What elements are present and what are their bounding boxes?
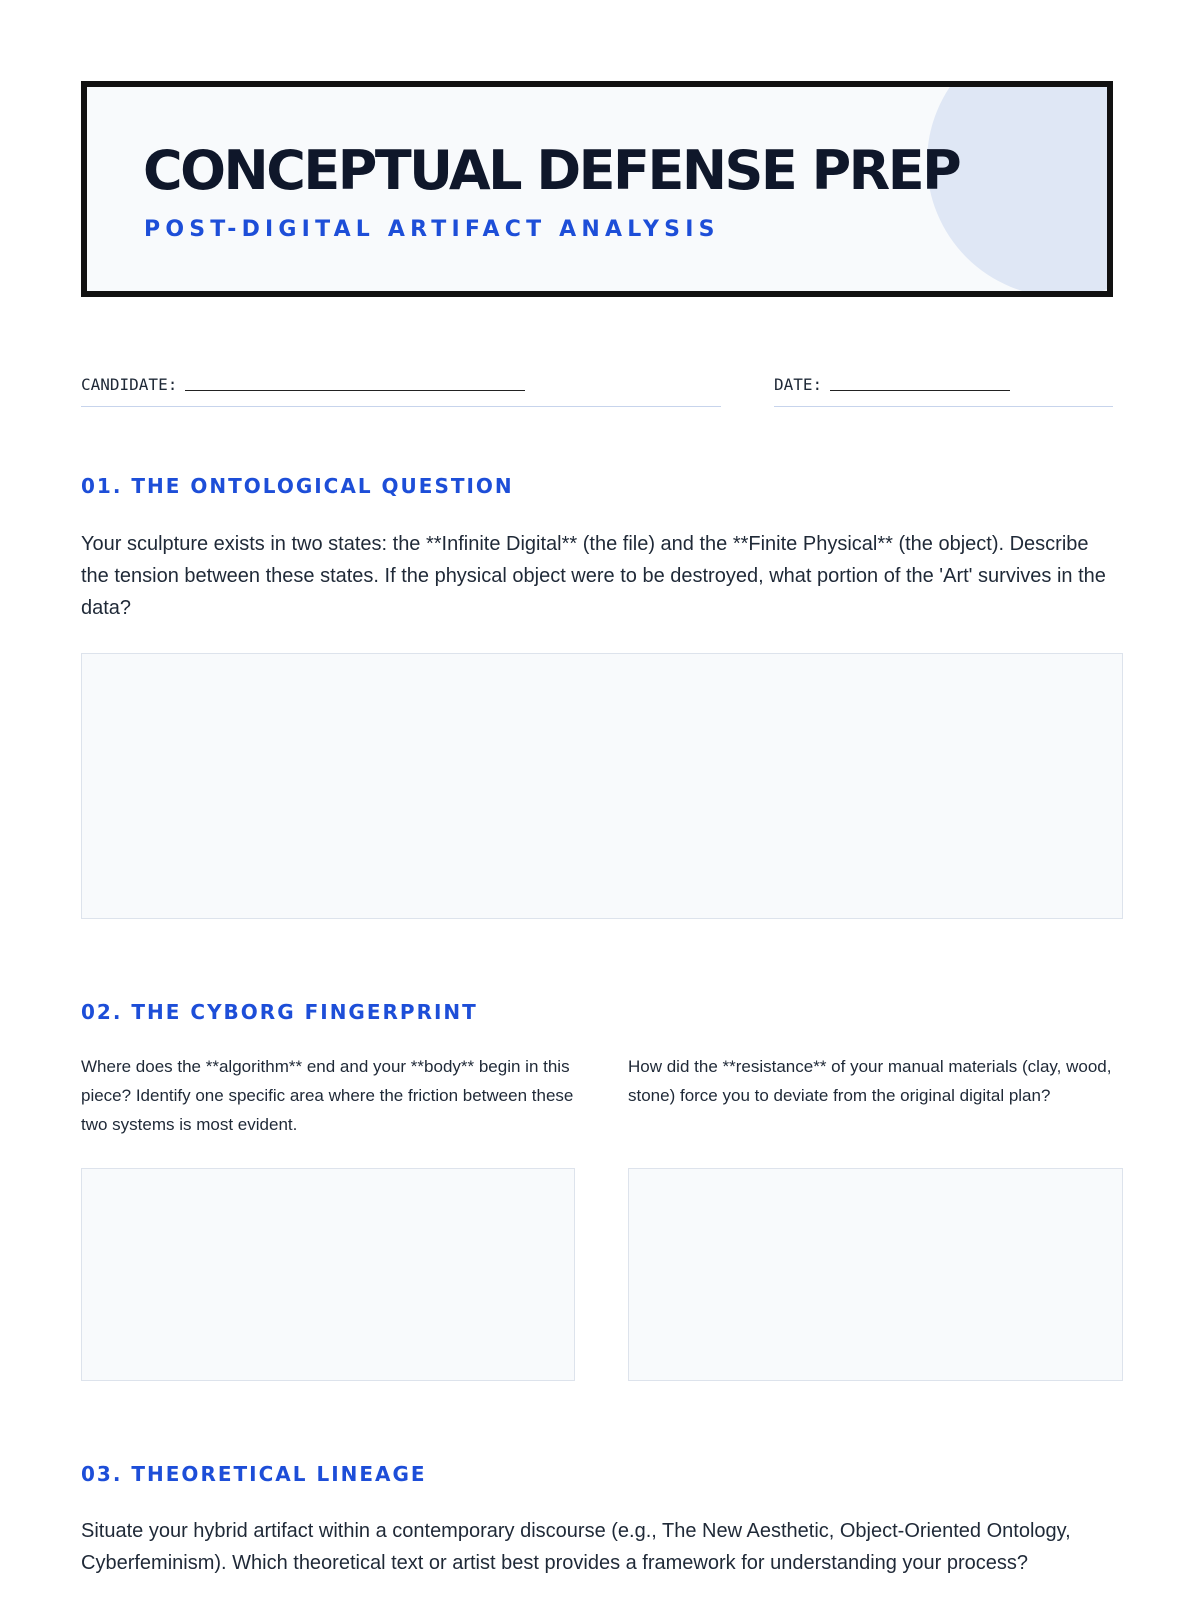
- date-label: DATE:: [774, 375, 823, 394]
- section-prompt-ontological: Your sculpture exists in two states: the **Infinite Digital** (the file) and the **Finite Physical** (the object). Describe the tension between these states. If the physical object were to be destroyed, what portion of the 'Art' survives in the data?: [81, 533, 1106, 619]
- candidate-label: CANDIDATE:: [81, 375, 178, 394]
- candidate-blank-line[interactable]: [185, 375, 525, 391]
- section-prompt-lineage: Situate your hybrid artifact within a contemporary discourse (e.g., The New Aesthetic, Object-Oriented Ontology, Cyberfeminism). Which theoretical text or artist best provides a framework for understanding your process?: [81, 1520, 1071, 1574]
- answer-box-cyborg-right[interactable]: [628, 1168, 1123, 1381]
- section-heading-lineage: 03. THEORETICAL LINEAGE: [81, 1462, 427, 1486]
- section-heading-ontological: 01. THE ONTOLOGICAL QUESTION: [81, 474, 514, 498]
- candidate-field[interactable]: [81, 375, 721, 407]
- header-card: [81, 81, 1113, 297]
- date-field[interactable]: [774, 375, 1113, 407]
- section-heading-cyborg: 02. THE CYBORG FINGERPRINT: [81, 1000, 478, 1024]
- document-subtitle: POST-DIGITAL ARTIFACT ANALYSIS: [144, 217, 720, 242]
- section-prompt-cyborg-left: Where does the **algorithm** end and your **body** begin in this piece? Identify one specific area where the friction between these two systems is most evident.: [81, 1057, 574, 1134]
- document-title: CONCEPTUAL DEFENSE PREP: [143, 139, 960, 202]
- section-prompt-cyborg-right: How did the **resistance** of your manual materials (clay, wood, stone) force you to deviate from the original digital plan?: [628, 1057, 1112, 1105]
- answer-box-cyborg-left[interactable]: [81, 1168, 575, 1381]
- answer-box-ontological[interactable]: [81, 653, 1123, 919]
- date-blank-line[interactable]: [830, 375, 1010, 391]
